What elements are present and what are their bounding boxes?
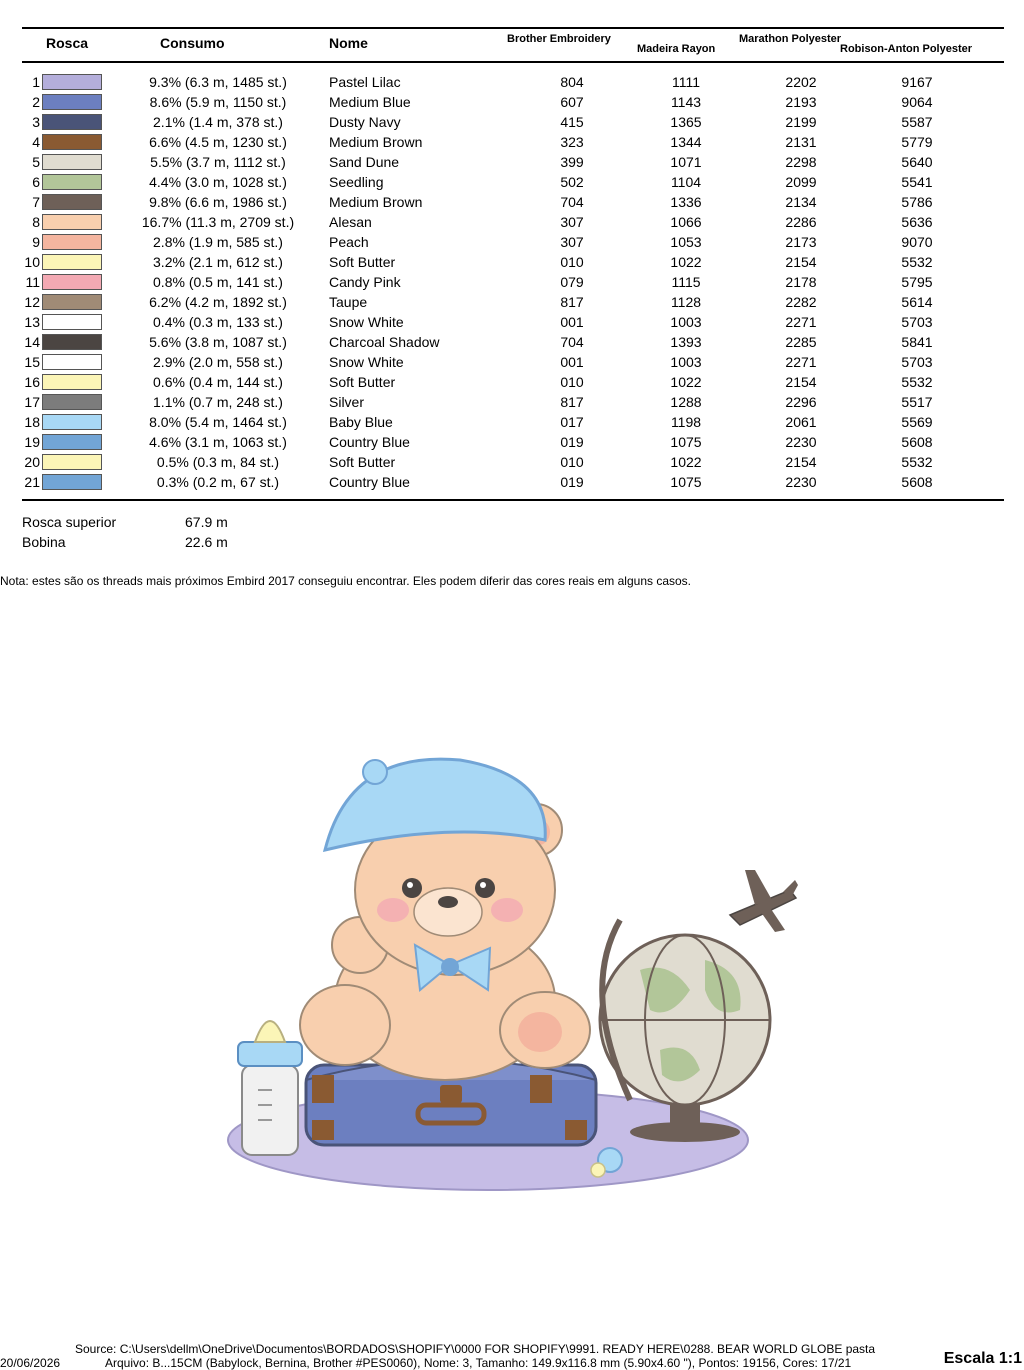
- thread-robison-code: 5841: [901, 334, 933, 350]
- thread-madeira-code: 1003: [670, 354, 702, 370]
- thread-robison-code: 5532: [901, 454, 933, 470]
- thread-color-swatch: [42, 274, 102, 290]
- table-row: [0, 112, 1024, 132]
- thread-madeira-code: 1288: [670, 394, 702, 410]
- thread-marathon-code: 2230: [785, 434, 817, 450]
- thread-brother-code: 817: [560, 294, 584, 310]
- thread-number: 3: [32, 114, 40, 130]
- thread-color-swatch: [42, 474, 102, 490]
- thread-marathon-code: 2285: [785, 334, 817, 350]
- header-rosca: Rosca: [46, 35, 89, 51]
- thread-consumption: 3.2% (2.1 m, 612 st.): [153, 254, 283, 270]
- thread-consumption: 0.8% (0.5 m, 141 st.): [153, 274, 283, 290]
- thread-brother-code: 399: [560, 154, 584, 170]
- thread-robison-code: 5608: [901, 434, 933, 450]
- thread-color-swatch: [42, 374, 102, 390]
- thread-robison-code: 5636: [901, 214, 933, 230]
- thread-madeira-code: 1022: [670, 254, 702, 270]
- thread-robison-code: 5640: [901, 154, 933, 170]
- thread-marathon-code: 2131: [785, 134, 817, 150]
- thread-number: 11: [25, 274, 40, 290]
- scale-label: Escala 1:1: [943, 1350, 1022, 1367]
- thread-brother-code: 001: [560, 354, 584, 370]
- thread-marathon-code: 2061: [785, 414, 817, 430]
- embroidery-design-image: [200, 720, 810, 1200]
- thread-robison-code: 5532: [901, 254, 933, 270]
- thread-consumption: 5.6% (3.8 m, 1087 st.): [149, 334, 287, 350]
- thread-consumption: 0.5% (0.3 m, 84 st.): [156, 454, 280, 470]
- thread-name: Country Blue: [329, 434, 410, 450]
- thread-color-swatch: [42, 414, 102, 430]
- thread-number: 12: [24, 294, 40, 310]
- footer-file: Arquivo: B...15CM (Babylock, Bernina, Brother #PES0060), Nome: 3, Tamanho: 149.9x116.8 mm (5.90x4.60 "), Pontos: 19156, Cores: 17/21: [105, 1356, 852, 1370]
- footer-date: 20/06/2026: [0, 1356, 61, 1370]
- thread-brother-code: 415: [560, 114, 584, 130]
- thread-color-swatch: [42, 454, 102, 470]
- thread-color-swatch: [42, 154, 102, 170]
- table-row: [0, 412, 1024, 432]
- thread-robison-code: 9064: [901, 94, 933, 110]
- airplane-icon: [730, 870, 798, 932]
- table-row: [0, 272, 1024, 292]
- thread-color-swatch: [42, 174, 102, 190]
- thread-number: 8: [32, 214, 40, 230]
- thread-brother-code: 804: [560, 74, 584, 90]
- thread-brother-code: 010: [560, 374, 584, 390]
- thread-brother-code: 704: [560, 194, 584, 210]
- thread-color-swatch: [42, 334, 102, 350]
- thread-marathon-code: 2154: [785, 454, 817, 470]
- thread-robison-code: 5569: [901, 414, 933, 430]
- thread-madeira-code: 1022: [670, 374, 702, 390]
- thread-name: Candy Pink: [329, 274, 401, 290]
- thread-robison-code: 5703: [901, 314, 933, 330]
- thread-number: 14: [24, 334, 40, 350]
- thread-color-swatch: [42, 74, 102, 90]
- thread-table: [0, 72, 1024, 492]
- thread-madeira-code: 1075: [670, 434, 702, 450]
- thread-number: 10: [24, 254, 40, 270]
- thread-marathon-code: 2099: [785, 174, 817, 190]
- thread-marathon-code: 2173: [785, 234, 817, 250]
- thread-color-swatch: [42, 194, 102, 210]
- thread-madeira-code: 1075: [670, 474, 702, 490]
- thread-marathon-code: 2230: [785, 474, 817, 490]
- thread-number: 21: [24, 474, 40, 490]
- thread-name: Pastel Lilac: [329, 74, 401, 90]
- thread-robison-code: 5587: [901, 114, 933, 130]
- table-row: [0, 312, 1024, 332]
- table-row: [0, 72, 1024, 92]
- thread-number: 7: [32, 194, 40, 210]
- thread-marathon-code: 2286: [785, 214, 817, 230]
- thread-brother-code: 307: [560, 234, 584, 250]
- thread-consumption: 2.1% (1.4 m, 378 st.): [153, 114, 283, 130]
- thread-robison-code: 9070: [901, 234, 933, 250]
- thread-number: 19: [24, 434, 40, 450]
- table-row: [0, 232, 1024, 252]
- thread-consumption: 0.3% (0.2 m, 67 st.): [156, 474, 280, 490]
- thread-marathon-code: 2296: [785, 394, 817, 410]
- thread-marathon-code: 2134: [785, 194, 817, 210]
- table-row: [0, 452, 1024, 472]
- thread-madeira-code: 1143: [670, 94, 702, 110]
- thread-brother-code: 001: [560, 314, 584, 330]
- total-bobbin-value: 22.6 m: [185, 534, 228, 550]
- thread-madeira-code: 1022: [670, 454, 702, 470]
- thread-consumption: 0.4% (0.3 m, 133 st.): [153, 314, 283, 330]
- thread-number: 9: [32, 234, 40, 250]
- thread-madeira-code: 1365: [670, 114, 702, 130]
- thread-consumption: 6.6% (4.5 m, 1230 st.): [149, 134, 287, 150]
- thread-robison-code: 5703: [901, 354, 933, 370]
- thread-marathon-code: 2199: [785, 114, 817, 130]
- thread-madeira-code: 1393: [670, 334, 702, 350]
- thread-name: Soft Butter: [329, 374, 396, 390]
- table-row: [0, 372, 1024, 392]
- thread-brother-code: 019: [560, 434, 584, 450]
- header-bottom-rule: [22, 61, 1004, 63]
- table-row: [0, 432, 1024, 452]
- table-bottom-rule: [22, 499, 1004, 501]
- table-row: [0, 252, 1024, 272]
- thread-number: 5: [32, 154, 40, 170]
- thread-consumption: 8.6% (5.9 m, 1150 st.): [149, 94, 287, 110]
- thread-marathon-code: 2202: [785, 74, 817, 90]
- table-row: [0, 172, 1024, 192]
- thread-name: Alesan: [329, 214, 372, 230]
- thread-brother-code: 019: [560, 474, 584, 490]
- thread-robison-code: 5532: [901, 374, 933, 390]
- thread-madeira-code: 1053: [670, 234, 702, 250]
- thread-madeira-code: 1344: [670, 134, 702, 150]
- thread-consumption: 2.9% (2.0 m, 558 st.): [153, 354, 283, 370]
- thread-number: 16: [24, 374, 40, 390]
- thread-marathon-code: 2178: [785, 274, 817, 290]
- thread-number: 1: [32, 74, 40, 90]
- thread-madeira-code: 1128: [670, 294, 702, 310]
- thread-marathon-code: 2271: [785, 314, 817, 330]
- thread-number: 13: [24, 314, 40, 330]
- total-top-label: Rosca superior: [22, 514, 117, 530]
- thread-brother-code: 704: [560, 334, 584, 350]
- table-row: [0, 292, 1024, 312]
- thread-brother-code: 607: [560, 94, 584, 110]
- thread-color-swatch: [42, 214, 102, 230]
- thread-color-swatch: [42, 294, 102, 310]
- thread-marathon-code: 2154: [785, 374, 817, 390]
- thread-color-swatch: [42, 314, 102, 330]
- thread-madeira-code: 1104: [670, 174, 702, 190]
- bear-icon: [300, 759, 590, 1080]
- thread-name: Peach: [329, 234, 369, 250]
- table-row: [0, 152, 1024, 172]
- thread-name: Charcoal Shadow: [329, 334, 440, 350]
- header-robison: Robison-Anton Polyester: [840, 43, 973, 55]
- thread-robison-code: 5541: [901, 174, 933, 190]
- table-row: [0, 192, 1024, 212]
- thread-robison-code: 5608: [901, 474, 933, 490]
- thread-consumption: 16.7% (11.3 m, 2709 st.): [141, 214, 295, 230]
- bottle-icon: [238, 1021, 302, 1155]
- thread-madeira-code: 1336: [670, 194, 702, 210]
- thread-consumption: 8.0% (5.4 m, 1464 st.): [149, 414, 287, 430]
- thread-number: 18: [24, 414, 40, 430]
- thread-brother-code: 323: [560, 134, 584, 150]
- table-row: [0, 92, 1024, 112]
- thread-brother-code: 017: [560, 414, 584, 430]
- thread-name: Medium Brown: [329, 134, 423, 150]
- thread-color-swatch: [42, 354, 102, 370]
- thread-brother-code: 817: [560, 394, 584, 410]
- header-madeira: Madeira Rayon: [637, 43, 716, 55]
- thread-robison-code: 5614: [901, 294, 933, 310]
- thread-madeira-code: 1066: [670, 214, 702, 230]
- thread-color-swatch: [42, 254, 102, 270]
- thread-number: 6: [32, 174, 40, 190]
- thread-consumption: 0.6% (0.4 m, 144 st.): [153, 374, 283, 390]
- table-row: [0, 352, 1024, 372]
- thread-name: Medium Blue: [329, 94, 411, 110]
- thread-name: Snow White: [329, 314, 404, 330]
- thread-consumption: 4.4% (3.0 m, 1028 st.): [149, 174, 287, 190]
- thread-madeira-code: 1003: [670, 314, 702, 330]
- thread-color-swatch: [42, 234, 102, 250]
- thread-name: Silver: [329, 394, 365, 410]
- thread-consumption: 6.2% (4.2 m, 1892 st.): [149, 294, 287, 310]
- table-row: [0, 212, 1024, 232]
- thread-name: Dusty Navy: [329, 114, 401, 130]
- thread-name: Seedling: [329, 174, 384, 190]
- thread-consumption: 9.8% (6.6 m, 1986 st.): [149, 194, 287, 210]
- thread-number: 17: [24, 394, 40, 410]
- thread-name: Sand Dune: [329, 154, 400, 170]
- thread-number: 4: [32, 134, 40, 150]
- thread-robison-code: 5786: [901, 194, 933, 210]
- thread-marathon-code: 2282: [785, 294, 817, 310]
- thread-note: Nota: estes são os threads mais próximos Embird 2017 conseguiu encontrar. Eles podem diferir das cores reais em alguns casos.: [0, 574, 692, 588]
- thread-brother-code: 079: [560, 274, 584, 290]
- table-row: [0, 132, 1024, 152]
- table-top-rule: [22, 27, 1004, 29]
- thread-color-swatch: [42, 134, 102, 150]
- thread-marathon-code: 2154: [785, 254, 817, 270]
- thread-color-swatch: [42, 114, 102, 130]
- thread-consumption: 1.1% (0.7 m, 248 st.): [153, 394, 283, 410]
- thread-name: Medium Brown: [329, 194, 423, 210]
- thread-robison-code: 5517: [901, 394, 933, 410]
- thread-name: Taupe: [329, 294, 368, 310]
- thread-number: 15: [24, 354, 40, 370]
- thread-name: Country Blue: [329, 474, 410, 490]
- thread-madeira-code: 1198: [670, 414, 702, 430]
- total-top-value: 67.9 m: [185, 514, 228, 530]
- thread-madeira-code: 1115: [671, 274, 701, 290]
- thread-robison-code: 5779: [901, 134, 933, 150]
- thread-brother-code: 502: [560, 174, 584, 190]
- thread-robison-code: 5795: [901, 274, 933, 290]
- thread-madeira-code: 1111: [671, 74, 701, 90]
- thread-consumption: 5.5% (3.7 m, 1112 st.): [150, 154, 286, 170]
- thread-number: 2: [32, 94, 40, 110]
- thread-brother-code: 010: [560, 454, 584, 470]
- thread-color-swatch: [42, 394, 102, 410]
- thread-name: Soft Butter: [329, 254, 396, 270]
- thread-color-swatch: [42, 94, 102, 110]
- thread-consumption: 4.6% (3.1 m, 1063 st.): [149, 434, 287, 450]
- header-brother: Brother Embroidery: [507, 33, 611, 45]
- table-row: [0, 472, 1024, 492]
- thread-brother-code: 010: [560, 254, 584, 270]
- thread-marathon-code: 2298: [785, 154, 817, 170]
- table-row: [0, 392, 1024, 412]
- thread-marathon-code: 2193: [785, 94, 817, 110]
- header-consumo: Consumo: [160, 35, 225, 51]
- thread-name: Soft Butter: [329, 454, 396, 470]
- thread-marathon-code: 2271: [785, 354, 817, 370]
- table-row: [0, 332, 1024, 352]
- thread-brother-code: 307: [560, 214, 584, 230]
- thread-name: Snow White: [329, 354, 404, 370]
- header-marathon: Marathon Polyester: [739, 33, 842, 45]
- header-nome: Nome: [329, 35, 368, 51]
- thread-madeira-code: 1071: [670, 154, 702, 170]
- footer-source: Source: C:\Users\dellm\OneDrive\Documentos\BORDADOS\SHOPIFY\0000 FOR SHOPIFY\9991. READY HERE\0288. BEAR WORLD GLOBE pasta: [75, 1342, 876, 1356]
- thread-consumption: 2.8% (1.9 m, 585 st.): [153, 234, 283, 250]
- total-bobbin-label: Bobina: [22, 534, 66, 550]
- thread-color-swatch: [42, 434, 102, 450]
- thread-consumption: 9.3% (6.3 m, 1485 st.): [149, 74, 287, 90]
- thread-robison-code: 9167: [901, 74, 933, 90]
- thread-name: Baby Blue: [329, 414, 393, 430]
- thread-number: 20: [24, 454, 40, 470]
